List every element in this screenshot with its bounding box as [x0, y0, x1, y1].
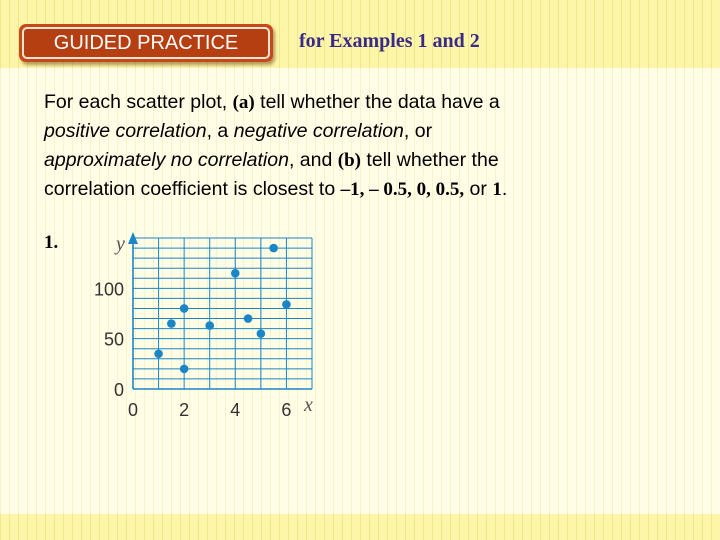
data-point — [180, 365, 189, 374]
negative-correlation-term: negative correlation — [233, 120, 404, 142]
exercise-number: 1. — [44, 232, 59, 253]
data-point — [154, 349, 163, 358]
x-tick-label: 4 — [230, 400, 241, 420]
instr-part-2: tell whether the data have a — [260, 91, 500, 113]
instr-or: or — [469, 178, 487, 200]
data-point — [244, 314, 253, 323]
data-point — [269, 244, 278, 253]
instr-part-6: tell whether the — [366, 149, 499, 171]
y-tick-label: 0 — [113, 380, 124, 400]
no-correlation-term: approximately no correlation — [44, 149, 289, 171]
instr-part-5: , and — [288, 149, 333, 171]
y-tick-label: 50 — [103, 329, 124, 350]
data-point — [180, 304, 189, 313]
coefficient-values: –1, – 0.5, 0, 0.5, — [340, 179, 465, 200]
y-tick-label: 100 — [93, 279, 124, 300]
page-subtitle: for Examples 1 and 2 — [299, 30, 480, 52]
data-point — [257, 329, 266, 338]
data-point — [231, 269, 240, 278]
x-axis-label: x — [304, 394, 313, 416]
data-point — [282, 300, 291, 309]
instr-part-1: For each scatter plot, — [44, 91, 228, 113]
instr-part-4: , or — [403, 120, 433, 142]
positive-correlation-term: positive correlation — [44, 120, 207, 142]
coefficient-last-value: 1 — [492, 179, 502, 200]
instr-period: . — [501, 178, 508, 200]
part-a-label: (a) — [232, 92, 255, 113]
x-tick-label: 6 — [281, 400, 292, 420]
instr-part-3: , a — [206, 120, 229, 142]
badge-label: GUIDED PRACTICE — [22, 27, 270, 59]
data-point — [167, 319, 176, 328]
y-axis-label: y — [116, 233, 125, 255]
data-point — [205, 321, 214, 330]
part-b-label: (b) — [337, 150, 361, 171]
x-tick-label: 0 — [127, 400, 139, 420]
x-tick-label: 2 — [179, 400, 190, 420]
instr-part-7: correlation coefficient is closest to — [44, 178, 336, 200]
